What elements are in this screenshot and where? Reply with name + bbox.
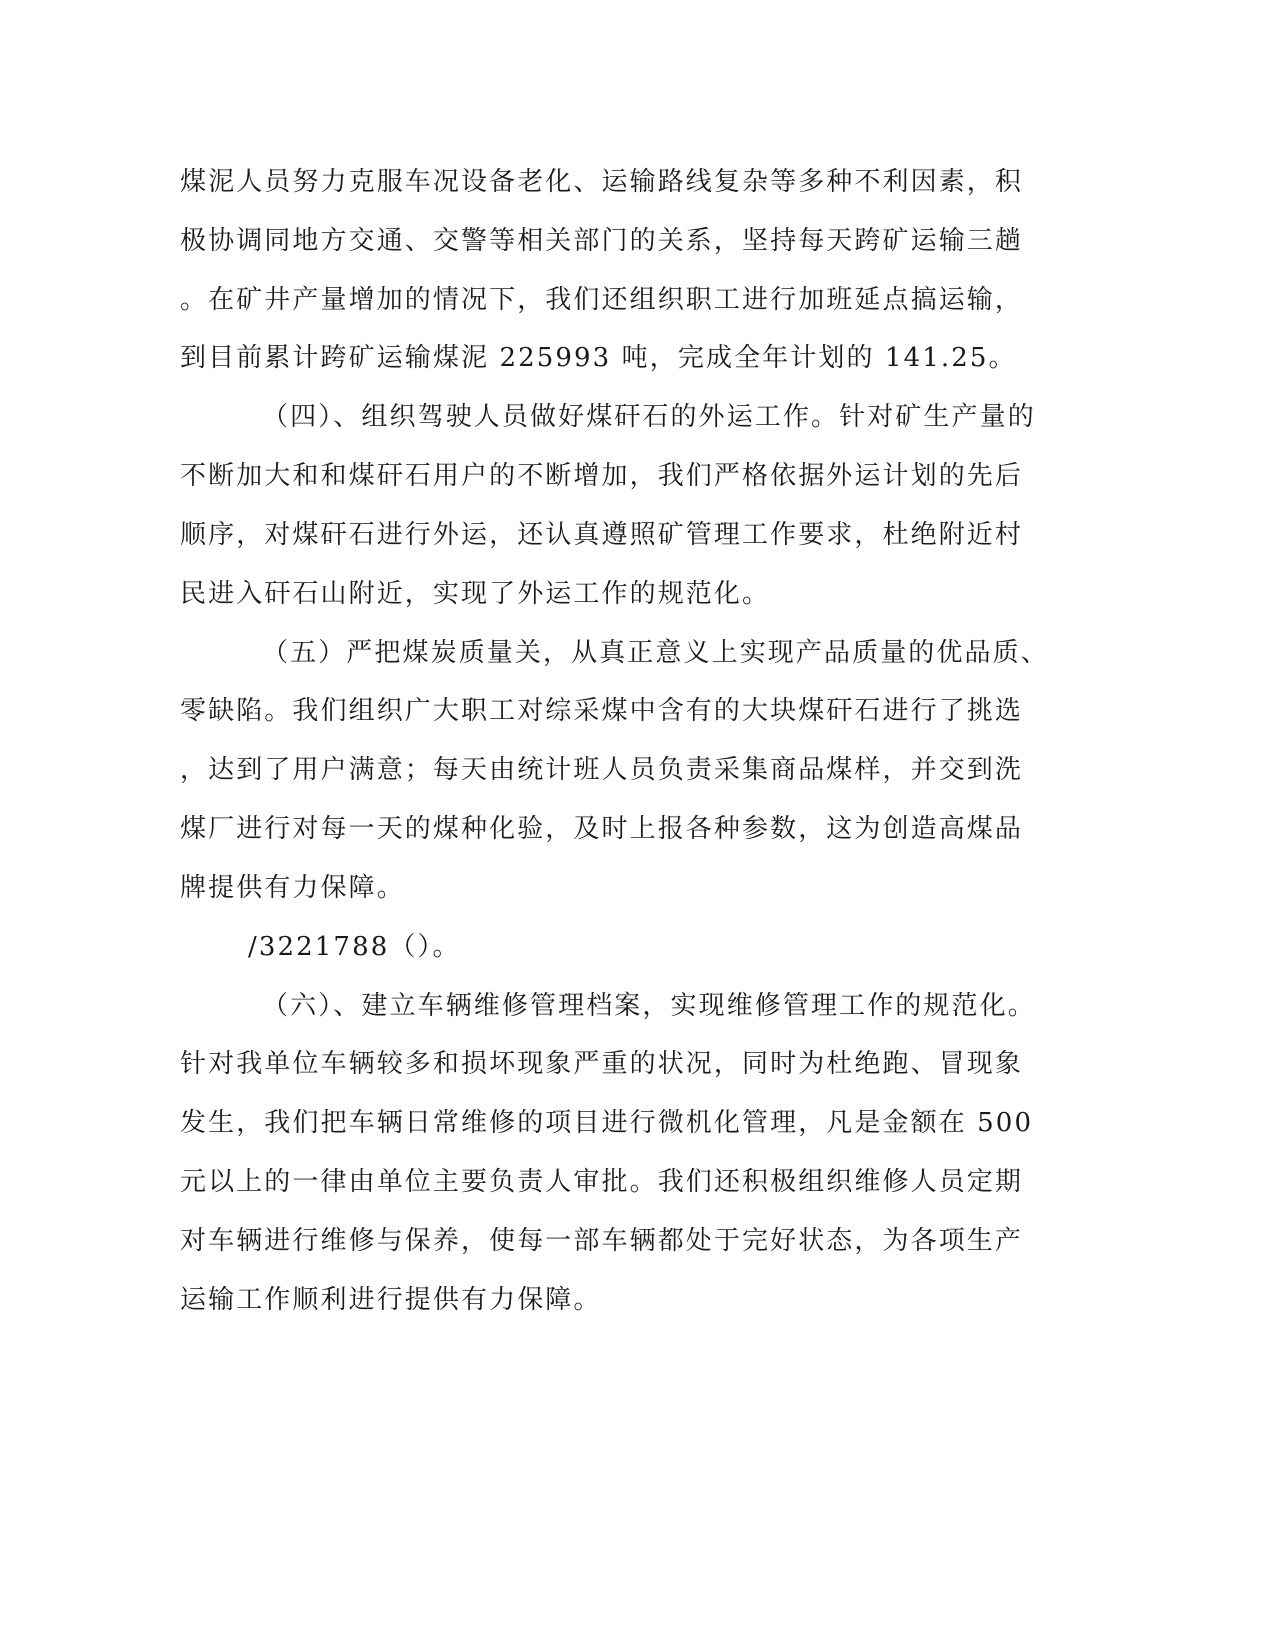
text-line: （五）严把煤炭质量关，从真正意义上实现产品质量的优品质、 xyxy=(262,638,1049,668)
text-line: 极协调同地方交通、交警等相关部门的关系，坚持每天跨矿运输三趟 xyxy=(180,226,1024,256)
text-line: 煤泥人员努力克服车况设备老化、运输路线复杂等多种不利因素，积 xyxy=(180,167,1024,197)
text-line: 零缺陷。我们组织广大职工对综采煤中含有的大块煤矸石进行了挑选 xyxy=(180,696,1024,726)
text-line: 煤厂进行对每一天的煤种化验，及时上报各种参数，这为创造高煤品 xyxy=(180,814,1024,844)
text-line: 不断加大和和煤矸石用户的不断增加，我们严格依据外运计划的先后 xyxy=(180,461,1024,491)
text-line: 顺序，对煤矸石进行外运，还认真遵照矿管理工作要求，杜绝附近村 xyxy=(180,520,1024,550)
text-line: 发生，我们把车辆日常维修的项目进行微机化管理，凡是金额在 500 xyxy=(180,1108,1034,1138)
text-line: 针对我单位车辆较多和损坏现象严重的状况，同时为杜绝跑、冒现象 xyxy=(180,1049,1024,1079)
text-line: 牌提供有力保障。 xyxy=(180,873,405,903)
text-line: 。在矿井产量增加的情况下，我们还组织职工进行加班延点搞运输， xyxy=(180,285,1024,315)
text-line: 运输工作顺利进行提供有力保障。 xyxy=(180,1285,602,1315)
text-line: 对车辆进行维修与保养，使每一部车辆都处于完好状态，为各项生产 xyxy=(180,1226,1024,1256)
text-line: /3221788（）。 xyxy=(248,932,461,962)
text-line: （六）、建立车辆维修管理档案，实现维修管理工作的规范化。 xyxy=(262,991,1036,1021)
text-line: （四）、组织驾驶人员做好煤矸石的外运工作。针对矿生产量的 xyxy=(262,402,1036,432)
text-line: 到目前累计跨矿运输煤泥 225993 吨，完成全年计划的 141.25。 xyxy=(180,343,1017,373)
text-line: 元以上的一律由单位主要负责人审批。我们还积极组织维修人员定期 xyxy=(180,1167,1024,1197)
text-line: ，达到了用户满意；每天由统计班人员负责采集商品煤样，并交到洗 xyxy=(180,755,1024,785)
text-line: 民进入矸石山附近，实现了外运工作的规范化。 xyxy=(180,579,771,609)
